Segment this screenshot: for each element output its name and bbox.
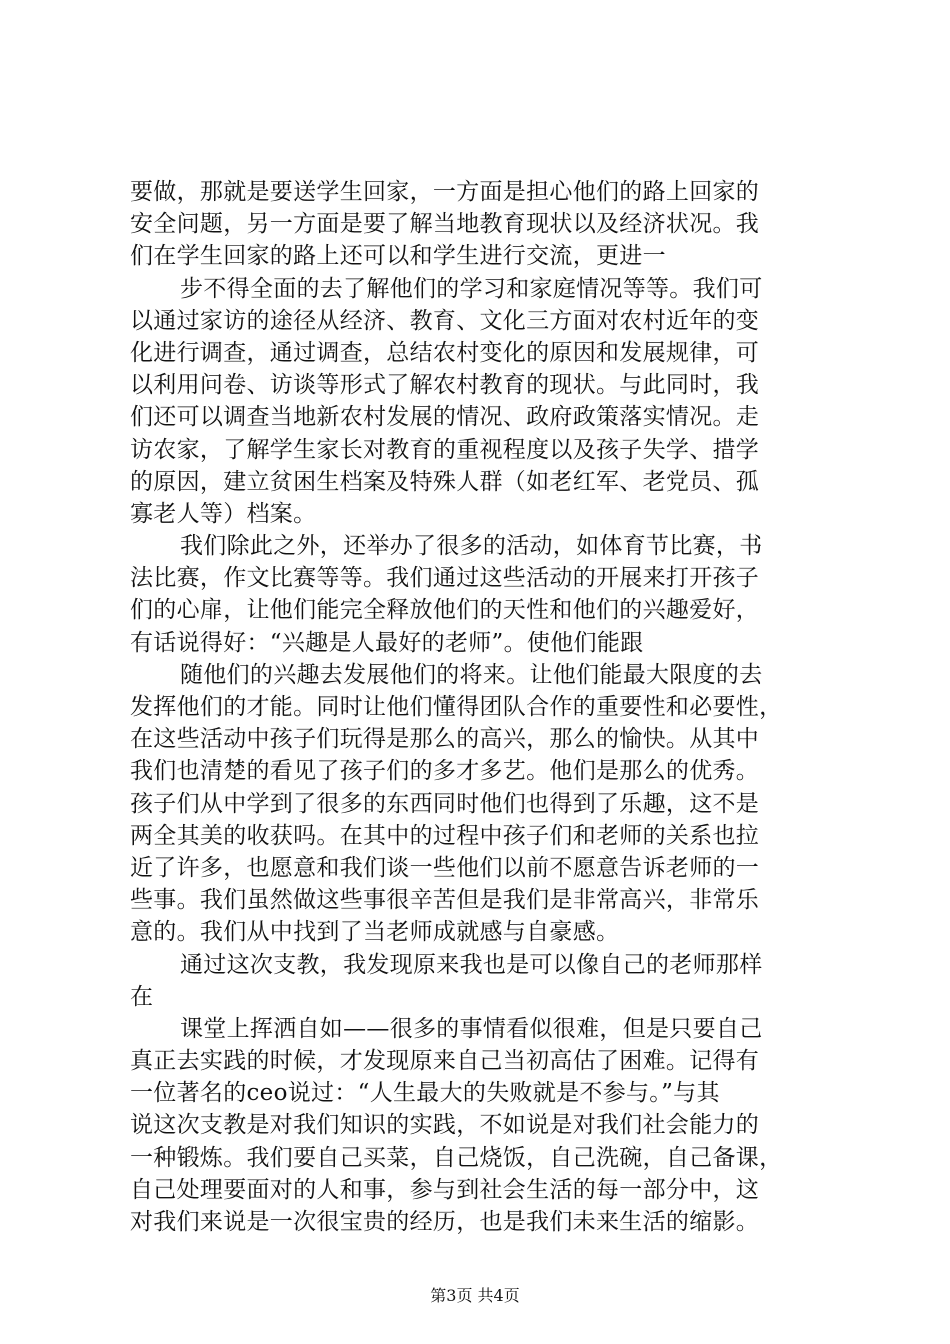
body-text [130, 176, 830, 1238]
text-line: 在这些活动中孩子们玩得是那么的高兴，那么的愉快。从其中 [130, 726, 760, 753]
text-line: 孩子们从中学到了很多的东西同时他们也得到了乐趣，这不是 [130, 790, 760, 817]
text-line: 访农家，了解学生家长对教育的重视程度以及孩子失学、措学 [130, 436, 760, 463]
text-line: 有话说得好：“兴趣是人最好的老师”。使他们能跟 [130, 629, 644, 656]
text-line: 法比赛，作文比赛等等。我们通过这些活动的开展来打开孩子 [130, 565, 760, 592]
text-line: 寡老人等）档案。 [130, 500, 317, 527]
text-line: 意的。我们从中找到了当老师成就感与自豪感。 [130, 919, 620, 946]
text-line: 在 [130, 983, 154, 1010]
text-line: 发挥他们的才能。同时让他们懂得团队合作的重要性和必要性， [130, 694, 783, 720]
text-line: 化进行调查，通过调查，总结农村变化的原因和发展规律，可 [130, 339, 760, 366]
text-line: 步不得全面的去了解他们的学习和家庭情况等等。我们可 [180, 275, 763, 302]
text-line: 一种锻炼。我们要自己买菜，自己烧饭，自己洗碗，自己备课， [130, 1144, 783, 1171]
text-line: 安全问题，另一方面是要了解当地教育现状以及经济状况。我 [130, 211, 760, 238]
text-line: 两全其美的收获吗。在其中的过程中孩子们和老师的关系也拉 [130, 822, 760, 849]
text-line: 自己处理要面对的人和事，参与到社会生活的每一部分中，这 [130, 1176, 760, 1203]
text-line: 的原因，建立贫困生档案及特殊人群（如老红军、老党员、孤 [130, 468, 760, 495]
text-line: 说这次支教是对我们知识的实践，不如说是对我们社会能力的 [130, 1112, 760, 1139]
text-line: 我们也清楚的看见了孩子们的多才多艺。他们是那么的优秀。 [130, 758, 760, 785]
text-line: 一位著名的ceo说过：“人生最大的失败就是不参与。”与其 [130, 1080, 720, 1107]
page-footer: 第3页 共4页 [430, 1286, 520, 1305]
text-line: 我们除此之外，还举办了很多的活动，如体育节比赛，书 [180, 533, 763, 560]
text-line: 要做，那就是要送学生回家，一方面是担心他们的路上回家的 [130, 179, 760, 205]
text-line: 以利用问卷、访谈等形式了解农村教育的现状。与此同时，我 [130, 372, 760, 399]
text-line: 些事。我们虽然做这些事很辛苦但是我们是非常高兴，非常乐 [130, 887, 760, 914]
text-line: 真正去实践的时候，才发现原来自己当初高估了困难。记得有 [130, 1048, 760, 1075]
text-line: 近了许多，也愿意和我们谈一些他们以前不愿意告诉老师的一 [130, 854, 760, 881]
text-line: 以通过家访的途径从经济、教育、文化三方面对农村近年的变 [130, 307, 760, 334]
text-line: 对我们来说是一次很宝贵的经历，也是我们未来生活的缩影。 [130, 1209, 760, 1235]
text-line: 课堂上挥洒自如——很多的事情看似很难，但是只要自己 [180, 1015, 763, 1042]
text-line: 们的心扉，让他们能完全释放他们的天性和他们的兴趣爱好， [130, 597, 760, 624]
text-line: 通过这次支教，我发现原来我也是可以像自己的老师那样 [180, 951, 763, 978]
text-line: 随他们的兴趣去发展他们的将来。让他们能最大限度的去 [180, 661, 763, 688]
text-line: 们在学生回家的路上还可以和学生进行交流，更进一 [130, 243, 666, 270]
text-line: 们还可以调查当地新农村发展的情况、政府政策落实情况。走 [130, 404, 760, 431]
